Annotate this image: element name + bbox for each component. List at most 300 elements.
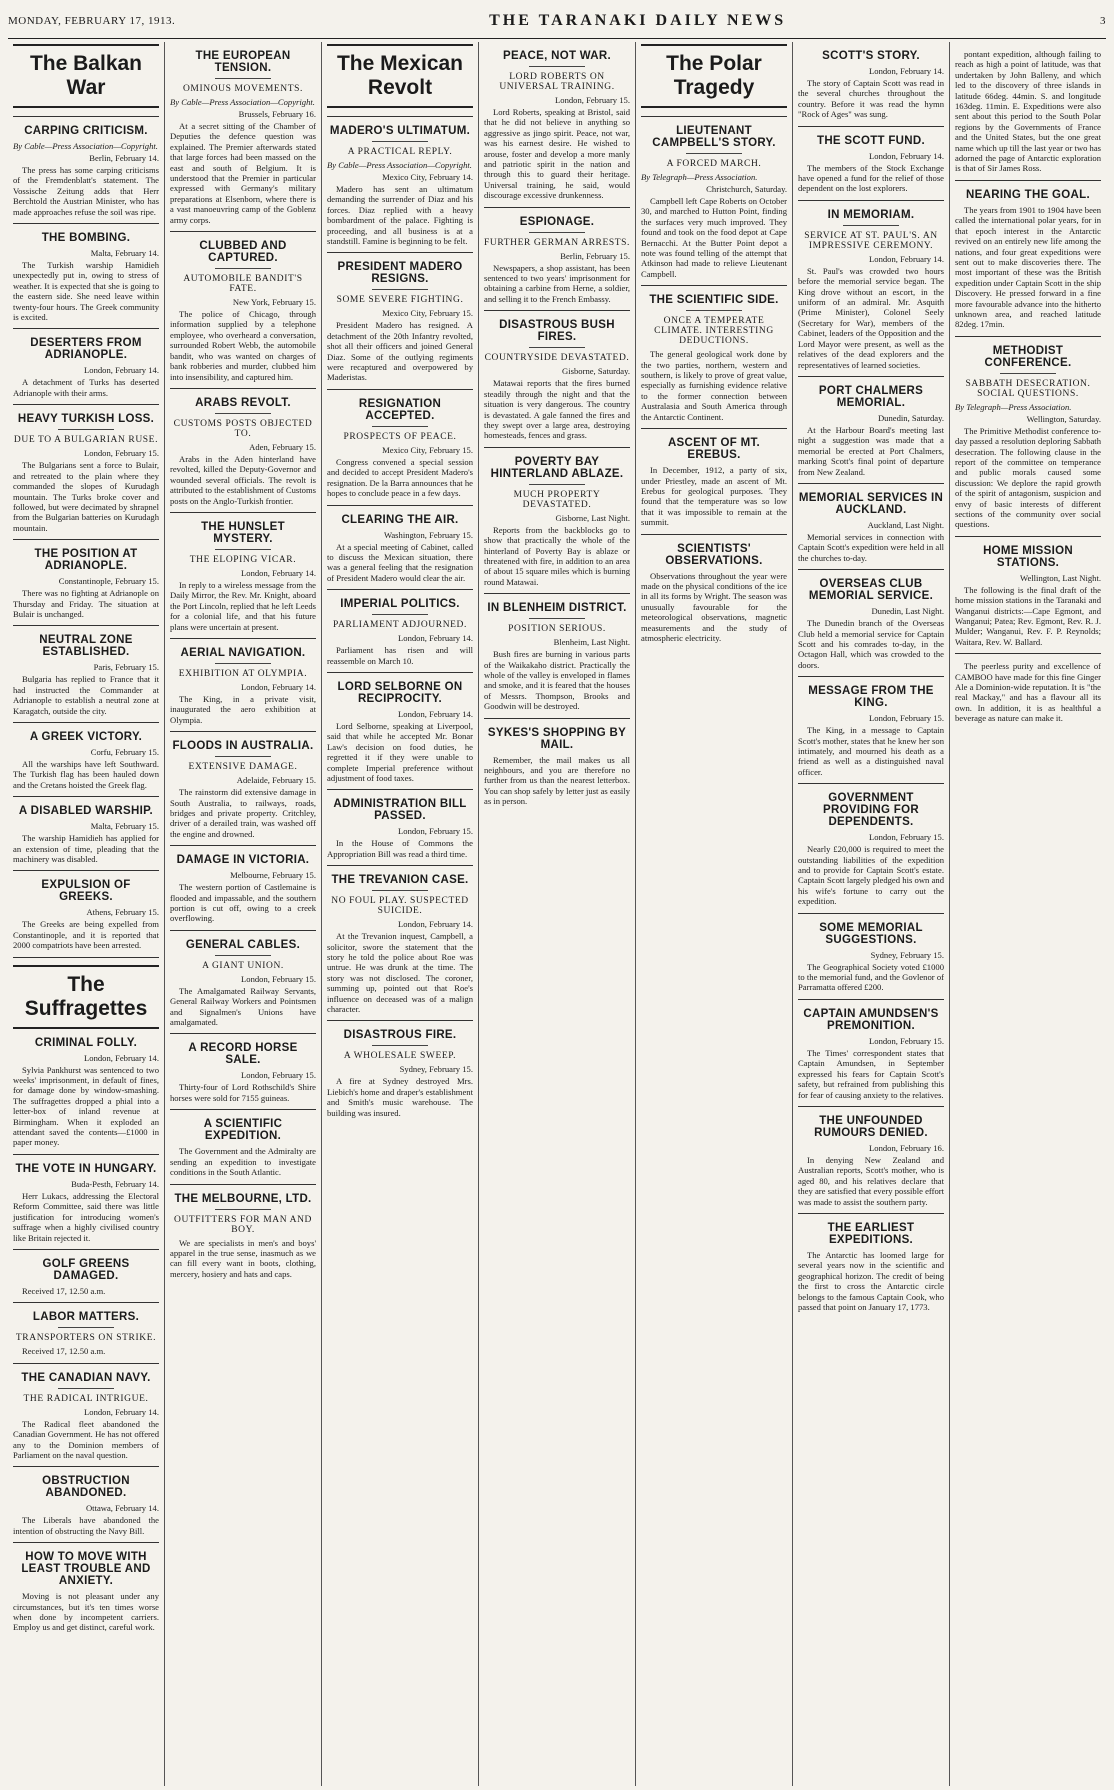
- article-section: [798, 676, 944, 777]
- dateline: Brussels, February 16.: [238, 109, 316, 119]
- article-subheading: TRANSPORTERS ON STRIKE.: [15, 1333, 157, 1344]
- article-subheading: COUNTRYSIDE DEVASTATED.: [484, 353, 630, 364]
- dateline: London, February 15.: [869, 713, 944, 724]
- dateline: London, February 15.: [84, 448, 159, 459]
- article-heading: GOLF GREENS DAMAGED.: [42, 1257, 130, 1282]
- dateline: Dunedin, Saturday.: [877, 412, 944, 423]
- dateline: London, February 14.: [398, 919, 473, 930]
- article-section: [170, 930, 316, 1028]
- article-section: [13, 404, 159, 533]
- dateline: London, February 14.: [398, 708, 473, 719]
- article-body: Newspapers, a shop assistant, has been sentenced to two years' imprisonment for obtaining a carbine from Herne, a soldier, and selling it to the French Embassy.: [484, 262, 630, 304]
- article-heading: A SCIENTIFIC EXPEDITION.: [203, 1118, 283, 1143]
- article-body: Parliament has risen and will reassemble on March 10.: [327, 645, 473, 666]
- dateline: Auckland, Last Night.: [867, 519, 944, 530]
- article-heading: THE CANADIAN NAVY.: [21, 1371, 151, 1384]
- article-section: [484, 207, 630, 305]
- article-heading: NEARING THE GOAL.: [966, 188, 1090, 201]
- dateline: Buda-Pesth, February 14.: [71, 1178, 159, 1189]
- dateline: London, February 15.: [241, 1070, 316, 1081]
- article-body: The Liberals have abandoned the intention of obstructing the Navy Bill.: [13, 1515, 159, 1536]
- article-section: [484, 593, 630, 711]
- columns-container: [8, 42, 1106, 1786]
- article-body: Remember, the mail makes us all neighbours, and you are therefore no further from us than the nearest letterbox. You can shop safely by letter just as easily as in person.: [484, 754, 630, 807]
- article-body: The Dunedin branch of the Overseas Club held a memorial service for Captain Scott and his comrades to-day, in the Octagon Hall, which was crowded to the doors.: [798, 618, 944, 670]
- article-heading: FLOODS IN AUSTRALIA.: [172, 740, 314, 753]
- article-section: [955, 180, 1101, 330]
- article-section: [798, 126, 944, 194]
- article-heading: IMPERIAL POLITICS.: [340, 598, 460, 611]
- article-section: [955, 653, 1101, 723]
- article-section: [13, 625, 159, 716]
- dateline: Athens, February 15.: [86, 907, 159, 918]
- article-section: [170, 1033, 316, 1103]
- article-section: [484, 718, 630, 807]
- dateline: London, February 14.: [84, 1052, 159, 1063]
- article-body: A fire at Sydney destroyed Mrs. Liebich's home and draper's establishment and Smith's music warehouse. The building was insured.: [327, 1076, 473, 1118]
- article-body: Memorial services in connection with Captain Scott's expedition were held in all the churches to-day.: [798, 531, 944, 563]
- heading-rule: [215, 756, 270, 757]
- article-section: [13, 1466, 159, 1536]
- press-credit: By Telegraph—Press Association.: [641, 172, 758, 182]
- article-heading: METHODIST CONFERENCE.: [984, 344, 1072, 369]
- heading-rule: [58, 1388, 113, 1389]
- article-subheading: DUE TO A BULGARIAN RUSE.: [13, 435, 159, 446]
- article-section: [641, 428, 787, 527]
- column-4: [479, 42, 636, 1786]
- article-heading: THE VOTE IN HUNGARY.: [15, 1162, 157, 1175]
- article-body: Received 17, 12.50 a.m.: [22, 1285, 106, 1296]
- article-body: Matawai reports that the fires burned steadily through the night and that the situation is very dangerous. The country is devastated. A gale fanned the fires and they swept over a large area, destroying homesteads, fences and grass.: [484, 378, 630, 441]
- dateline: Dunedin, Last Night.: [871, 606, 944, 617]
- heading-rule: [529, 66, 584, 67]
- article-heading: LORD SELBORNE ON RECIPROCITY.: [337, 680, 463, 705]
- article-section: [327, 116, 473, 246]
- article-section: [13, 116, 159, 217]
- article-body: Lord Roberts, speaking at Bristol, said that he did not believe in anything so aggressive as jingo spirit. Peace, not war, was his earnest desire. He wished to arouse, foster and develop a more manly and patriotic spirit in the nation and through this to guard their heritage. Universal training, he said, would discourage excessive drunkenness.: [484, 107, 630, 201]
- article-subheading: A WHOLESALE SWEEP.: [343, 1051, 457, 1062]
- article-heading: THE UNFOUNDED RUMOURS DENIED.: [814, 1114, 928, 1139]
- article-section: [170, 42, 316, 225]
- article-heading: POVERTY BAY HINTERLAND ABLAZE.: [490, 455, 624, 480]
- article-subheading: SERVICE AT ST. PAUL'S. AN IMPRESSIVE CEREMONY.: [804, 230, 938, 251]
- article-section: [798, 483, 944, 563]
- article-heading: THE BOMBING.: [41, 232, 131, 245]
- article-heading: LIEUTENANT CAMPBELL'S STORY.: [652, 125, 776, 149]
- article-section: [484, 447, 630, 587]
- article-heading: DAMAGE IN VICTORIA.: [176, 854, 310, 867]
- article-heading: THE HUNSLET MYSTERY.: [201, 520, 285, 545]
- article-heading: PRESIDENT MADERO RESIGNS.: [337, 261, 463, 286]
- article-body: Congress convened a special session and decided to accept President Madero's resignation. De la Barra announces that he hopes to conclude peace in a few days.: [327, 456, 473, 499]
- article-section: [13, 1154, 159, 1243]
- article-section: [170, 388, 316, 506]
- article-heading: MADERO'S ULTIMATUM.: [329, 125, 471, 137]
- article-subheading: A FORCED MARCH.: [666, 159, 762, 169]
- article-body: Nearly £20,000 is required to meet the outstanding liabilities of the expedition and to provide for Captain Scott's estate. Captain Scott largely pledged his own and his wife's fortune to carry out the expedition.: [798, 844, 944, 907]
- article-heading: OVERSEAS CLUB MEMORIAL SERVICE.: [808, 578, 934, 603]
- article-heading: PEACE, NOT WAR.: [502, 50, 611, 62]
- heading-rule: [372, 614, 427, 615]
- article-body: The Antarctic has loomed large for several years now in the scientific and geographical horizon. The credit of being the first to cross the Antarctic circle belongs to the famous Captain Cook, who passed that point on January 17, 1773.: [798, 1249, 944, 1312]
- heading-rule: [529, 618, 584, 619]
- article-heading: A RECORD HORSE SALE.: [188, 1042, 298, 1067]
- article-body: The Government and the Admiralty are sending an expedition to investigate conditions in the South Atlantic.: [170, 1146, 316, 1178]
- heading-rule: [215, 663, 270, 664]
- article-heading: RESIGNATION ACCEPTED.: [358, 397, 442, 422]
- heading-rule: [215, 413, 270, 414]
- article-heading: HOW TO MOVE WITH LEAST TROUBLE AND ANXIETY.: [21, 1551, 151, 1588]
- dateline: London, February 14.: [84, 1406, 159, 1417]
- dateline: Corfu, February 15.: [90, 746, 159, 757]
- article-subheading: OUTFITTERS FOR MAN AND BOY.: [173, 1214, 313, 1235]
- article-section: [327, 389, 473, 499]
- article-subheading: ONCE A TEMPERATE CLIMATE. INTERESTING DEDUCTIONS.: [654, 316, 774, 347]
- article-subheading: PROSPECTS OF PEACE.: [343, 431, 457, 442]
- article-body: The police of Chicago, through information supplied by a telephone employee, who overheard a conversation, surrounded Robert Webb, the automobile bandit, who was wanted on charges of bank robberies and murder, clubbed him into insensibility, and captured him.: [170, 309, 316, 382]
- article-heading: CARPING CRITICISM.: [24, 125, 148, 137]
- article-heading: HEAVY TURKISH LOSS.: [17, 413, 155, 426]
- article-heading: A GREEK VICTORY.: [29, 730, 143, 743]
- article-heading: MEMORIAL SERVICES IN AUCKLAND.: [798, 491, 944, 516]
- article-body: Sylvia Pankhurst was sentenced to two weeks' imprisonment, in default of fines, for damage done by window-smashing. The suffragettes dropped a phial into a letter-box of inland revenue at Birmingham. When it exploded an attendant saved the contents—£1000 in paper money.: [13, 1064, 159, 1148]
- column-3: [322, 42, 479, 1786]
- dateline: Ottawa, February 14.: [85, 1503, 159, 1514]
- dateline: London, February 14.: [84, 365, 159, 376]
- masthead-date: MONDAY, FEBRUARY 17, 1913.: [8, 15, 176, 27]
- press-credit: By Cable—Press Association—Copyright.: [13, 141, 158, 151]
- column-6: [793, 42, 950, 1786]
- article-body: The Greeks are being expelled from Constantinople, and it is reported that 2000 compatriots have been arrested.: [13, 919, 159, 951]
- press-credit: By Telegraph—Press Association.: [955, 401, 1072, 412]
- article-section: [170, 1109, 316, 1177]
- article-section: [798, 913, 944, 993]
- article-body: Moving is not pleasant under any circumstances, but it's ten times worse when done by incompetent carriers. Employ us and get distinct, careful work.: [13, 1591, 159, 1633]
- heading-rule: [843, 225, 898, 226]
- article-subheading: EXHIBITION AT OLYMPIA.: [178, 668, 308, 679]
- article-heading: ESPIONAGE.: [519, 215, 595, 228]
- article-heading: THE MELBOURNE, LTD.: [174, 1192, 312, 1205]
- article-section: [13, 1249, 159, 1296]
- dateline: London, February 15.: [869, 832, 944, 843]
- article-body: Herr Lukacs, addressing the Electoral Reform Committee, said there was little justification for introducing women's suffrage when a highly civilised country like Britain rejected it.: [13, 1190, 159, 1243]
- article-heading: THE EUROPEAN TENSION.: [195, 50, 291, 74]
- heading-rule: [686, 153, 741, 154]
- article-section: [13, 328, 159, 398]
- dateline: Berlin, February 15.: [560, 250, 630, 261]
- article-section: [798, 376, 944, 477]
- article-subheading: AUTOMOBILE BANDIT'S FATE.: [183, 274, 303, 295]
- article-section: [170, 731, 316, 839]
- masthead-page-number: 3: [1100, 15, 1106, 27]
- article-section: [641, 534, 787, 644]
- article-body: Observations throughout the year were made on the physical conditions of the ice in all its forms by Wright. The season was unusually favourable for the meteorological observations, magnetic measurements and the study of atmospheric electricity.: [641, 570, 787, 643]
- column-2: [165, 42, 322, 1786]
- article-heading: THE POSITION AT ADRIANOPLE.: [34, 548, 138, 573]
- dateline: Sydney, February 15.: [399, 1064, 473, 1075]
- dateline: London, February 14.: [869, 66, 944, 76]
- article-heading: EXPULSION OF GREEKS.: [41, 879, 131, 904]
- dateline: London, February 15.: [555, 95, 630, 105]
- column-headline: The Balkan War: [13, 44, 159, 108]
- article-body: The Times' correspondent states that Captain Amundsen, in September expressed his fears for Captain Scott's safety, but refrained from publishing this for fear of causing anxiety to the relatives.: [798, 1047, 944, 1100]
- article-section: [484, 310, 630, 440]
- article-body: Arabs in the Aden hinterland have revolted, killed the Deputy-Governor and wounded several officials. The revolt is attributed to the establishment of Customs posts on the Anglo-Turkish frontier.: [170, 453, 316, 506]
- heading-rule: [215, 268, 270, 269]
- article-section: [170, 512, 316, 632]
- article-section: [798, 569, 944, 670]
- article-body: The King, in a private visit, inaugurated the aero exhibition at Olympia.: [170, 693, 316, 725]
- article-section: [798, 200, 944, 370]
- article-section: [327, 252, 473, 382]
- heading-rule: [529, 484, 584, 485]
- article-heading: DESERTERS FROM ADRIANOPLE.: [30, 337, 142, 362]
- article-section: [13, 539, 159, 619]
- dateline: Melbourne, February 15.: [230, 870, 316, 881]
- article-section: [13, 957, 159, 1148]
- article-body: The western portion of Castlemaine is flooded and impassable, and the southern portion is cut off, owing to a creek overflowing.: [170, 882, 316, 924]
- article-section: [170, 638, 316, 725]
- article-body: At a special meeting of Cabinet, called to discuss the Mexican situation, there was a general feeling that the resignation of President Madero would clear the air.: [327, 541, 473, 583]
- article-section: [484, 42, 630, 201]
- dateline: Gisborne, Saturday.: [562, 366, 630, 377]
- heading-rule: [58, 429, 113, 430]
- article-heading: MESSAGE FROM THE KING.: [808, 685, 934, 710]
- dateline: London, February 15.: [869, 1035, 944, 1046]
- article-heading: ARABS REVOLT.: [195, 396, 291, 409]
- dateline: Mexico City, February 14.: [382, 172, 473, 182]
- article-body: The peerless purity and excellence of CAMBOO have made for this fine Ginger Ale a Dominion-wide reputation. It is "the real Mackay," and has a flavour all its own. In addition, it is as healthful a beverage as nature can make it.: [955, 661, 1101, 724]
- article-heading: SYKES'S SHOPPING BY MAIL.: [487, 726, 627, 751]
- dateline: London, February 14.: [398, 633, 473, 644]
- article-section: [798, 42, 944, 120]
- article-heading: DISASTROUS BUSH FIRES.: [499, 319, 615, 344]
- article-subheading: NO FOUL PLAY. SUSPECTED SUICIDE.: [331, 896, 469, 917]
- article-body: The warship Hamidieh has applied for an extension of time, pleading that the machinery was disabled.: [13, 833, 159, 864]
- article-heading: HOME MISSION STATIONS.: [983, 544, 1073, 569]
- article-body: The story of Captain Scott was read in the several churches throughout the country. Before it was read the hymn "Rock of Ages" was sung.: [798, 78, 944, 120]
- dateline: Wellington, Last Night.: [1020, 572, 1101, 583]
- dateline: London, February 14.: [869, 253, 944, 264]
- heading-rule: [215, 549, 270, 550]
- column-headline: The Polar Tragedy: [641, 44, 787, 108]
- article-heading: CAPTAIN AMUNDSEN'S PREMONITION.: [803, 1007, 939, 1032]
- article-body: There was no fighting at Adrianople on Thursday and Friday. The situation at Bulair is unchanged.: [13, 588, 159, 619]
- article-section: [327, 672, 473, 783]
- article-body: The press has some carping criticisms of the Fremdenblatt's statement. The Vossische Zeitung adds that Herr Berchtold the Austrian Minister, who has made approaches refuse the soil was ripe.: [13, 165, 159, 217]
- article-heading: LABOR MATTERS.: [32, 1311, 140, 1324]
- column-1: [8, 42, 165, 1786]
- section-headline: The Suffragettes: [13, 965, 159, 1029]
- article-heading: NEUTRAL ZONE ESTABLISHED.: [39, 634, 133, 659]
- press-credit: By Cable—Press Association—Copyright.: [327, 160, 472, 170]
- article-heading: OBSTRUCTION ABANDONED.: [42, 1475, 130, 1500]
- article-heading: CLUBBED AND CAPTURED.: [199, 240, 287, 265]
- article-section: [13, 1302, 159, 1356]
- article-body: Reports from the backblocks go to show that practically the whole of the hinterland of Poverty Bay is ablaze or threatened with fire, in addition to an area of about 15 square miles which is burning round Matawai.: [484, 524, 630, 587]
- article-section: [955, 536, 1101, 647]
- article-section: [955, 42, 1101, 174]
- dateline: Gisborne, Last Night.: [555, 512, 630, 523]
- heading-rule: [529, 347, 584, 348]
- article-subheading: FURTHER GERMAN ARRESTS.: [484, 237, 630, 248]
- article-heading: THE SCOTT FUND.: [817, 134, 925, 147]
- article-body: At the Harbour Board's meeting last night a suggestion was made that a memorial be erected at Port Chalmers, marking Scott's final point of departure from New Zealand.: [798, 424, 944, 477]
- heading-rule: [215, 1209, 270, 1210]
- article-heading: ASCENT OF MT. EREBUS.: [667, 437, 761, 462]
- article-body: Campbell left Cape Roberts on October 30, and marched to Hutton Point, finding the surfaces very much improved. They found and took on the food depot at Cape Bernacchi. At the Butter Point depot a note was found telling of the attempt that Atkinson had made to relieve Lieutenant Campbell.: [641, 196, 787, 279]
- dateline: London, February 15.: [241, 973, 316, 984]
- article-body: At the Trevanion inquest, Campbell, a solicitor, swore the statement that the story he told the police about Roe was untrue. He was drunk at the time. The story was not disclosed. The coroner, summing up, pointed out that Roe's influence on deceased was of a malign character.: [327, 931, 473, 1015]
- article-heading: IN MEMORIAM.: [827, 208, 915, 221]
- article-heading: CLEARING THE AIR.: [341, 513, 459, 526]
- dateline: London, February 14.: [869, 150, 944, 161]
- dateline: Aden, February 15.: [249, 441, 316, 452]
- dateline: London, February 15.: [398, 826, 473, 837]
- article-section: [327, 789, 473, 859]
- article-body: Received 17, 12.50 a.m.: [22, 1346, 106, 1357]
- article-body: Thirty-four of Lord Rothschild's Shire horses were sold for 7155 guineas.: [170, 1082, 316, 1103]
- article-body: A detachment of Turks has deserted Adrianople with their arms.: [13, 377, 159, 398]
- dateline: Sydney, February 15.: [870, 949, 944, 960]
- article-subheading: THE RADICAL INTRIGUE.: [23, 1393, 149, 1404]
- article-subheading: POSITION SERIOUS.: [508, 624, 606, 635]
- article-section: [13, 796, 159, 864]
- article-body: The years from 1901 to 1904 have been called the international polar years, for in that epoch interest in the Antarctic revived on an entirely new life among the nations, and four great expeditions were sent out to make discoveries there. The most important of these was the British expedition under Captain Scott in the ship Discovery. He pressed forward in a fine more favourable advance into the hitherto unknown area, and reached latitude 82deg. 17min.: [955, 204, 1101, 330]
- article-body: Madero has sent an ultimatum demanding the surrender of Diaz and his forces. Diaz replied with a heavy bombardment of the palace. Fighting is proceeding, and all business is at a standstill. Famine is beginning to be felt.: [327, 184, 473, 247]
- article-body: The members of the Stock Exchange have opened a fund for the relief of those dependent on the lost explorers.: [798, 162, 944, 194]
- article-body: In denying New Zealand and Australian reports, Scott's mother, who is aged 80, and his relatives declare that they are satisfied that every possible effort was made to assist the southern party.: [798, 1154, 944, 1207]
- article-body: The Turkish warship Hamidieh unexpectedly put in, owing to stress of weather. It is expected that she is going to the eastern side. She need leave within twenty-four hours. The Greek community is excited.: [13, 260, 159, 323]
- heading-rule: [372, 426, 427, 427]
- article-section: [798, 1213, 944, 1312]
- article-subheading: A PRACTICAL REPLY.: [347, 147, 453, 157]
- article-body: The general geological work done by the two parties, northern, western and southern, is likely to prove of great value, especially as furnishing evidence relative to the former connection between Australasia and South America through the Antarctic Continent.: [641, 349, 787, 422]
- dateline: Blenheim, Last Night.: [553, 637, 630, 648]
- article-section: [13, 722, 159, 790]
- article-body: Bush fires are burning in various parts of the Waikakaho district. Practically the whole of the valley is enveloped in flames and smoke, and it is feared that the houses of Messrs. Thompson, Brooks and Goodwin will be destroyed.: [484, 649, 630, 712]
- article-heading: GENERAL CABLES.: [185, 938, 301, 951]
- heading-rule: [372, 289, 427, 290]
- article-body: Lord Selborne, speaking at Liverpool, said that while he accepted Mr. Bonar Law's decision on food duties, he regretted it if they were unable to complete Imperial preference without adjustment of food taxes.: [327, 720, 473, 783]
- article-body: The rainstorm did extensive damage in South Australia, to railways, roads, bridges and private property. Critchley, driver of a derailed train, was washed off the engine and drowned.: [170, 787, 316, 839]
- article-heading: DISASTROUS FIRE.: [343, 1029, 457, 1042]
- article-body: We are specialists in men's and boys' apparel in the true sense, inasmuch as we can fill every want in boots, clothing, mercery, hosiery and hats and caps.: [170, 1237, 316, 1279]
- article-section: [327, 505, 473, 584]
- article-section: [13, 223, 159, 322]
- article-section: [170, 845, 316, 924]
- article-section: [798, 999, 944, 1100]
- article-section: [641, 116, 787, 279]
- dateline: London, February 14.: [241, 681, 316, 692]
- heading-rule: [372, 141, 427, 142]
- article-body: President Madero has resigned. A detachment of the 20th Infantry revolted, shot all their officers and joined General Diaz. Some of the outlying regiments were recaptured and overpowered by Maderistas.: [327, 320, 473, 383]
- article-section: [327, 865, 473, 1014]
- heading-rule: [529, 232, 584, 233]
- article-body: The following is the final draft of the home mission stations in the Taranaki and Wanganui districts:—Cape Egmont, and Wanganui; Patea; Rev. Egmont, Rev. R. J. Mulder; Wanganui, Rev. F. P. Reynolds; Waitara, Rev. W. Ballard.: [955, 584, 1101, 647]
- dateline: Wellington, Saturday.: [1026, 413, 1101, 424]
- article-heading: AERIAL NAVIGATION.: [180, 646, 306, 659]
- article-subheading: A GIANT UNION.: [202, 960, 284, 971]
- article-section: [955, 336, 1101, 530]
- dateline: Christchurch, Saturday.: [706, 184, 787, 194]
- article-heading: SCIENTISTS' OBSERVATIONS.: [665, 542, 763, 567]
- dateline: Berlin, February 14.: [89, 153, 159, 163]
- column-5: [636, 42, 793, 1786]
- article-section: [170, 1184, 316, 1280]
- dateline: Malta, February 15.: [90, 821, 159, 832]
- article-heading: A DISABLED WARSHIP.: [18, 805, 154, 818]
- heading-rule: [215, 78, 270, 79]
- article-section: [641, 285, 787, 422]
- article-body: The Amalgamated Railway Servants, General Railway Workers and Pointsmen and Signalmen's Unions have amalgamated.: [170, 985, 316, 1028]
- heading-rule: [215, 955, 270, 956]
- masthead-title: THE TARANAKI DAILY NEWS: [489, 12, 787, 29]
- masthead: [8, 4, 1106, 39]
- article-subheading: SABBATH DESECRATION. SOCIAL QUESTIONS.: [965, 378, 1091, 399]
- article-subheading: PARLIAMENT ADJOURNED.: [332, 620, 467, 631]
- article-body: The Geographical Society voted £1000 to the memorial fund, and the Govlenor of Parramatta offered £200.: [798, 961, 944, 993]
- article-section: [798, 783, 944, 906]
- article-heading: ADMINISTRATION BILL PASSED.: [333, 798, 467, 823]
- article-subheading: CUSTOMS POSTS OBJECTED TO.: [173, 418, 313, 439]
- dateline: London, February 14.: [241, 567, 316, 578]
- article-section: [798, 1106, 944, 1207]
- article-heading: SCOTT'S STORY.: [822, 50, 920, 62]
- article-subheading: OMINOUS MOVEMENTS.: [182, 84, 304, 94]
- heading-rule: [1000, 373, 1055, 374]
- heading-rule: [58, 1327, 113, 1328]
- dateline: London, February 16.: [869, 1142, 944, 1153]
- article-section: [13, 1363, 159, 1461]
- article-heading: PORT CHALMERS MEMORIAL.: [818, 384, 924, 409]
- article-section: [327, 1020, 473, 1118]
- article-heading: THE SCIENTIFIC SIDE.: [649, 294, 779, 307]
- article-body: The Radical fleet abandoned the Canadian Government. He has not offered any to the Dominion members of Parliament on the naval question.: [13, 1418, 159, 1460]
- article-section: [13, 1542, 159, 1633]
- article-heading: SOME MEMORIAL SUGGESTIONS.: [819, 921, 923, 946]
- column-7: [950, 42, 1106, 1786]
- heading-rule: [686, 310, 741, 311]
- article-body: The King, in a message to Captain Scott's mother, states that he knew her son intimately, and mourned his death as a friend as well as a distinguished naval officer.: [798, 725, 944, 777]
- article-subheading: SOME SEVERE FIGHTING.: [336, 295, 464, 306]
- article-body: In December, 1912, a party of six, under Priestley, made an ascent of Mt. Erebus for geological purposes. They found that the temperature was so low that it was impossible to remain at the summit.: [641, 465, 787, 528]
- article-body: The Primitive Methodist conference to-day passed a resolution deploring Sabbath desecration. The following clause in the report of the committee on temperance and public morals caused some discussion: We deplore the rapid growth of the spirit of antagonism, suspicion and envy of basic interests of different sections of the community over social questions.: [955, 425, 1101, 530]
- article-heading: IN BLENHEIM DISTRICT.: [487, 602, 627, 615]
- press-credit: By Cable—Press Association—Copyright.: [170, 97, 315, 107]
- article-subheading: MUCH PROPERTY DEVASTATED.: [513, 489, 601, 510]
- heading-rule: [372, 1045, 427, 1046]
- dateline: New York, February 15.: [232, 297, 316, 308]
- heading-rule: [372, 890, 427, 891]
- article-body: In reply to a wireless message from the Daily Mirror, the Rev. Mr. Knight, aboard the Port Lincoln, replied that he left Leeds for a colonial life, and that his future plans were uncertain at present.: [170, 579, 316, 632]
- article-body: At a secret sitting of the Chamber of Deputies the defence question was explained. The Premier afterwards stated that large forces had been massed on the east and south of Belgium. It is understood that the Premier in particular expressed with Germany's military preparations at Elsenborn, where there is a vast manoeuvring camp of the Goblenz army corps.: [170, 121, 316, 225]
- article-body: The Bulgarians sent a force to Bulair, and retreated to the plain where they commanded the slopes of Kurudagh mountain. The Turks broke cover and followed, but were decimated by shrapnel from the Bulgarian batteries on Kurudagh mountain.: [13, 460, 159, 533]
- article-body: Bulgaria has replied to France that it had instructed the Commander at Adrianople to establish a neutral zone at Karagatch, outside the city.: [13, 674, 159, 716]
- dateline: Washington, February 15.: [383, 529, 473, 540]
- dateline: Adelaide, February 15.: [236, 775, 316, 786]
- dateline: Mexico City, February 15.: [382, 308, 473, 319]
- article-section: [13, 870, 159, 950]
- article-subheading: THE ELOPING VICAR.: [189, 554, 297, 565]
- article-section: [327, 589, 473, 666]
- dateline: Malta, February 14.: [90, 248, 159, 259]
- article-heading: CRIMINAL FOLLY.: [34, 1036, 138, 1049]
- dateline: Constantinople, February 15.: [58, 576, 159, 587]
- dateline: Paris, February 15.: [93, 662, 159, 673]
- article-body: In the House of Commons the Appropriation Bill was read a third time.: [327, 838, 473, 859]
- article-heading: GOVERNMENT PROVIDING FOR DEPENDENTS.: [823, 792, 919, 829]
